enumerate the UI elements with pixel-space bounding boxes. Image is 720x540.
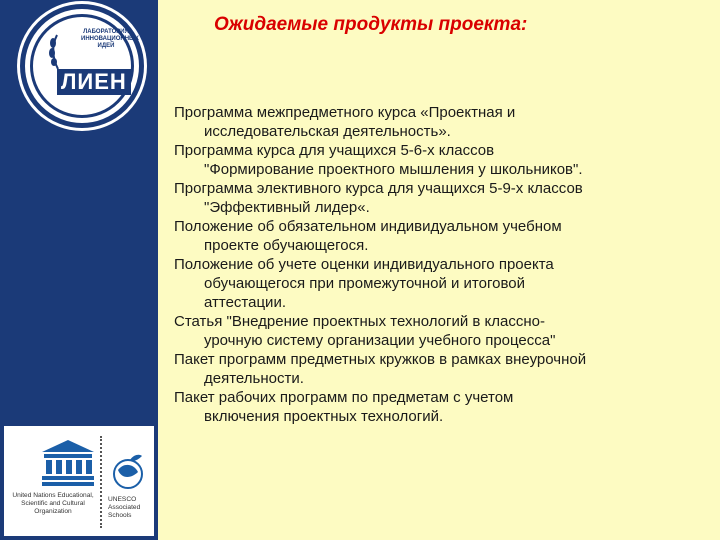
asp-caption: UNESCO Associated Schools — [108, 496, 141, 519]
divider — [100, 436, 102, 528]
unesco-panel — [4, 426, 154, 536]
item-line: Положение об учете оценки индивидуального проекта — [174, 256, 554, 273]
item-line: Программа элективного курса для учащихся 5-9-х классов — [174, 180, 583, 197]
logo-caption: ЛАБОРАТОРИЯ ИННОВАЦИОННЫХ ИДЕЙ — [81, 29, 139, 49]
item-line: "Эффективный лидер«. — [204, 199, 370, 216]
item-line: Положение об обязательном индивидуальном учебном — [174, 218, 562, 235]
item-line: проекте обучающегося. — [204, 237, 369, 254]
item-line: Программа курса для учащихся 5-6-х классов — [174, 142, 495, 159]
list-item — [174, 255, 714, 312]
lien-logo — [20, 4, 144, 128]
list-item — [174, 312, 714, 350]
list-item — [174, 141, 714, 179]
item-line: Программа межпредметного курса «Проектная и — [174, 104, 516, 121]
list-item — [174, 350, 714, 388]
item-line: Статья "Внедрение проектных технологий в классно- — [174, 313, 545, 330]
products-list — [174, 103, 714, 426]
list-item — [174, 103, 714, 141]
globe-leaf-icon — [108, 452, 148, 492]
unesco-temple-icon — [42, 440, 94, 486]
item-line: урочную систему организации учебного процесса" — [204, 332, 556, 349]
item-line: деятельности. — [204, 370, 304, 387]
slide-title: Ожидаемые продукты проекта: — [214, 14, 528, 35]
list-item — [174, 179, 714, 217]
item-line: аттестации. — [204, 294, 286, 311]
item-line: Пакет рабочих программ по предметам с учетом — [174, 389, 514, 406]
wheat-icon — [43, 31, 73, 71]
list-item — [174, 388, 714, 426]
item-line: "Формирование проектного мышления у школьников". — [204, 161, 583, 178]
list-item — [174, 217, 714, 255]
item-line: исследовательская деятельность». — [204, 123, 451, 140]
unesco-caption: United Nations Educational, Scientific and Cultural Organization — [12, 492, 94, 515]
item-line: обучающегося при промежуточной и итоговой — [204, 275, 525, 292]
item-line: Пакет программ предметных кружков в рамках внеурочной — [174, 351, 587, 368]
logo-text: ЛИЕН — [57, 69, 131, 95]
item-line: включения проектных технологий. — [204, 408, 444, 425]
left-sidebar — [0, 0, 158, 540]
